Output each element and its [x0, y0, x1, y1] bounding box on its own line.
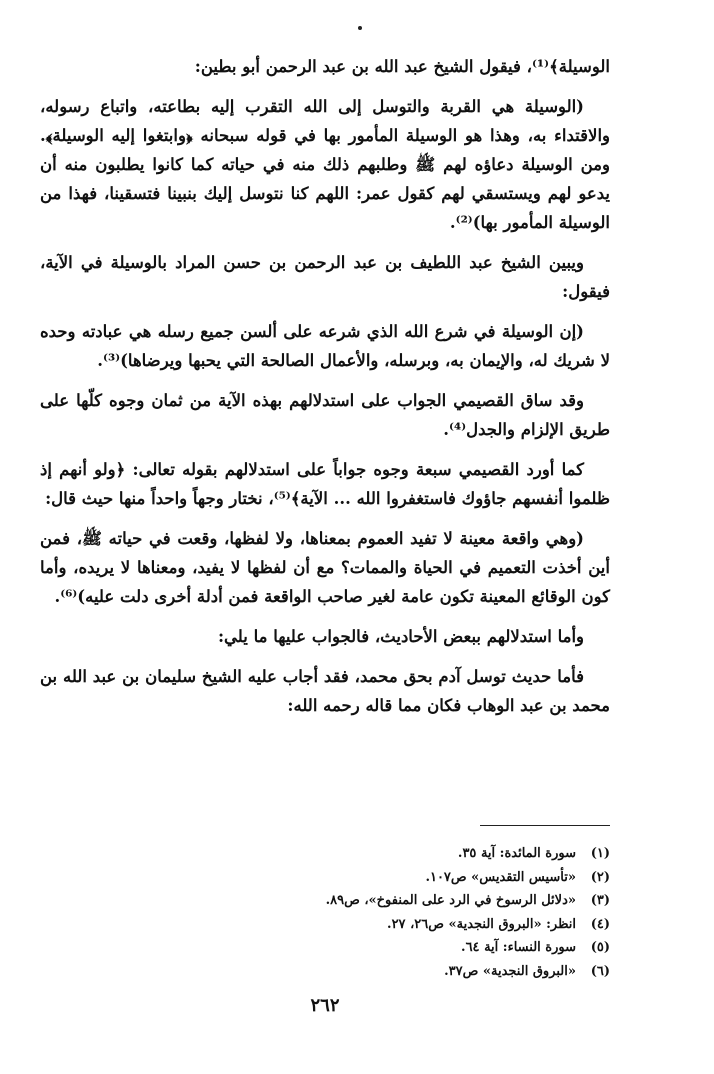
- paragraph-9: فأما حديث توسل آدم بحق محمد، فقد أجاب عليه الشيخ سليمان بن عبد الله بن محمد بن عبد الوهاب فكان مما قاله رحمه الله:: [40, 667, 610, 715]
- paragraph-6: كما أورد القصيمي سبعة وجوه جواباً على استدلالهم بقوله تعالى: ﴿ولو أنهم إذ ظلموا أنفسهم جاؤوك فاستغفروا الله ... الآية﴾⁽⁵⁾، نختار وجهاً واحداً منها حيث قال:: [40, 460, 610, 508]
- top-dot-mark: [358, 26, 362, 30]
- footnote-number: (٤): [590, 916, 610, 932]
- paragraph-4: (إن الوسيلة في شرع الله الذي شرعه على ألسن جميع رسله هي عبادته وحده لا شريك له، والإيمان به، وبرسله، والأعمال الصالحة التي يحبها ويرضاها)⁽³⁾.: [40, 322, 610, 370]
- paragraph-5: وقد ساق القصيمي الجواب على استدلالهم بهذه الآية من ثمان وجوه كلّها على طريق الإلزام والجدل⁽⁴⁾.: [40, 391, 610, 439]
- paragraph-2: (الوسيلة هي القربة والتوسل إلى الله التقرب إليه بطاعته، واتباع رسوله، والاقتداء به، وهذا هو الوسيلة المأمور بها في قوله سبحانه ﴿وابتغوا إليه الوسيلة﴾. ومن الوسيلة دعاؤه لهم ﷺ وطلبهم ذلك منه في حياته كما كانوا يطلبون منه أن يدعو لهم ويستسقي لهم كقول عمر: اللهم كنا نتوسل إليك بنبينا فتسقينا، فهذا من الوسيلة المأمور بها)⁽²⁾.: [40, 97, 610, 232]
- footnotes-list: [40, 842, 610, 983]
- book-page: [40, 0, 610, 1074]
- footnote-item: [40, 842, 610, 866]
- paragraph-1: الوسيلة﴾⁽¹⁾، فيقول الشيخ عبد الله بن عبد الرحمن أبو بطين:: [194, 57, 610, 76]
- footnote-text: «دلائل الرسوخ في الرد على المنفوخ»، ص٨٩.: [325, 893, 576, 908]
- footnote-number: (٦): [590, 963, 610, 979]
- page-number: ٢٦٢: [310, 995, 340, 1016]
- footnote-number: (٢): [590, 869, 610, 885]
- main-text: [40, 52, 610, 731]
- footnote-text: «تأسيس التقديس» ص١٠٧.: [425, 869, 576, 885]
- footnote-separator: [480, 825, 610, 826]
- footnote-text: سورة المائدة: آية ٣٥.: [457, 846, 576, 861]
- footnote-text: «البروق النجدية» ص٣٧.: [444, 963, 576, 979]
- footnote-number: (١): [590, 846, 610, 861]
- footnote-text: سورة النساء: آية ٦٤.: [461, 940, 576, 955]
- footnote-text: انظر: «البروق النجدية» ص٢٦، ٢٧.: [387, 916, 576, 932]
- paragraph-8: وأما استدلالهم ببعض الأحاديث، فالجواب عليها ما يلي:: [217, 627, 584, 646]
- paragraph-7: (وهي واقعة معينة لا تفيد العموم بمعناها، ولا لفظها، وقعت في حياته ﷺ، فمن أين أخذت التعميم في الحياة والممات؟ مع أن لفظها لا يفيد، ومعناها لا يريده، وأما كون الوقائع المعينة تكون عامة لغير صاحب الواقعة فمن أدلة أخرى دلت عليه)⁽⁶⁾.: [40, 529, 610, 606]
- footnote-number: (٥): [590, 940, 610, 955]
- footnote-item: [40, 936, 610, 960]
- footnote-item: [40, 889, 610, 913]
- footnote-item: [40, 960, 610, 984]
- footnote-number: (٣): [590, 893, 610, 908]
- paragraph-3: ويبين الشيخ عبد اللطيف بن عبد الرحمن بن حسن المراد بالوسيلة في الآية، فيقول:: [40, 253, 610, 301]
- footnote-item: [40, 913, 610, 937]
- footnote-item: [40, 866, 610, 890]
